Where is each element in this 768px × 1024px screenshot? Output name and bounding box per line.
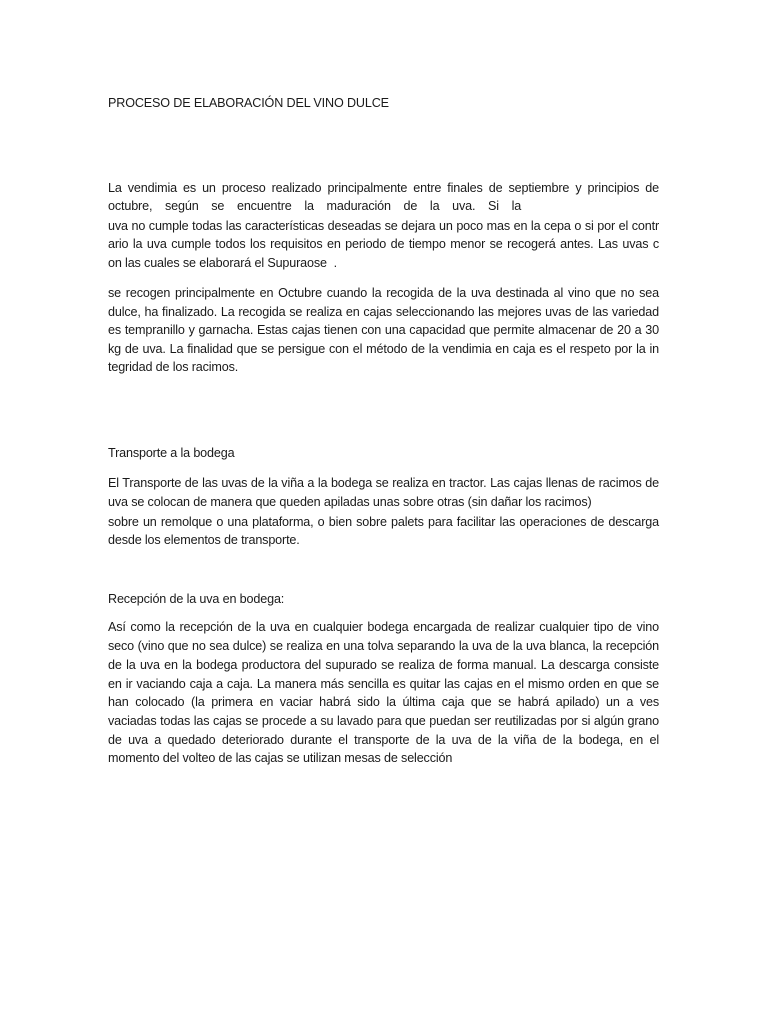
- paragraph-3-line-4: desde los elementos de transporte.: [108, 533, 300, 547]
- paragraph-3-line-1: El Transporte de las uvas de la viña a la bodega se realiza en tractor. Las cajas llenas de racimos de: [108, 476, 659, 490]
- paragraph-4-line-2: seco (vino que no sea dulce) se realiza en una tolva separando la uva de la uva blanca, la recepción: [108, 639, 659, 653]
- paragraph-2-line-2: dulce, ha finalizado. La recogida se realiza en cajas seleccionando las mejores uvas de las variedad: [108, 305, 659, 319]
- paragraph-4-line-8: momento del volteo de las cajas se utilizan mesas de selección: [108, 751, 453, 765]
- paragraph-3-line-2: uva se colocan de manera que queden apiladas unas sobre otras (sin dañar los racimos): [108, 495, 592, 509]
- paragraph-2-line-3: es tempranillo y garnacha. Estas cajas tienen con una capacidad que permite almacenar de 20 a 30: [108, 323, 659, 337]
- paragraph-1-line-3: uva no cumple todas las características deseadas se dejara un poco mas en la cepa o si por el contr: [108, 219, 659, 233]
- paragraph-4-line-7: de uva a quedado deteriorado durante el transporte de la uva de la viña de la bodega, en el: [108, 733, 659, 747]
- paragraph-4-line-6: vaciadas todas las cajas se procede a su lavado para que puedan ser reutilizadas por si algún grano: [108, 714, 659, 728]
- paragraph-1-line-1: La vendimia es un proceso realizado principalmente entre finales de septiembre y principios de: [108, 181, 659, 195]
- paragraph-2-line-4: kg de uva. La finalidad que se persigue con el método de la vendimia en caja es el respeto por la in: [108, 342, 659, 356]
- paragraph-4-line-5: han colocado (la primera en vaciar habrá sido la última caja que se habrá apilado) un a ves: [108, 695, 659, 709]
- document-title: PROCESO DE ELABORACIÓN DEL VINO DULCE: [108, 96, 389, 110]
- paragraph-1-line-4: ario la uva cumple todos los requisitos en periodo de tiempo menor se recogerá antes. Las uvas c: [108, 237, 659, 251]
- paragraph-2-line-5: tegridad de los racimos.: [108, 360, 239, 374]
- paragraph-1-line-5: on las cuales se elaborará el Supuraose .: [108, 256, 337, 270]
- paragraph-4-line-3: de la uva en la bodega productora del supurado se realiza de forma manual. La descarga consiste: [108, 658, 659, 672]
- section-heading-transporte: Transporte a la bodega: [108, 446, 235, 460]
- paragraph-2-line-1: se recogen principalmente en Octubre cuando la recogida de la uva destinada al vino que no sea: [108, 286, 659, 300]
- paragraph-1-line-2: octubre, según se encuentre la maduración de la uva. Si la: [108, 199, 522, 213]
- paragraph-4-line-4: en ir vaciando caja a caja. La manera más sencilla es quitar las cajas en el mismo orden en que se: [108, 677, 659, 691]
- paragraph-4-line-1: Así como la recepción de la uva en cualquier bodega encargada de realizar cualquier tipo de vino: [108, 620, 659, 634]
- section-heading-recepcion: Recepción de la uva en bodega:: [108, 592, 285, 606]
- paragraph-3-line-3: sobre un remolque o una plataforma, o bien sobre palets para facilitar las operaciones de descarga: [108, 515, 659, 529]
